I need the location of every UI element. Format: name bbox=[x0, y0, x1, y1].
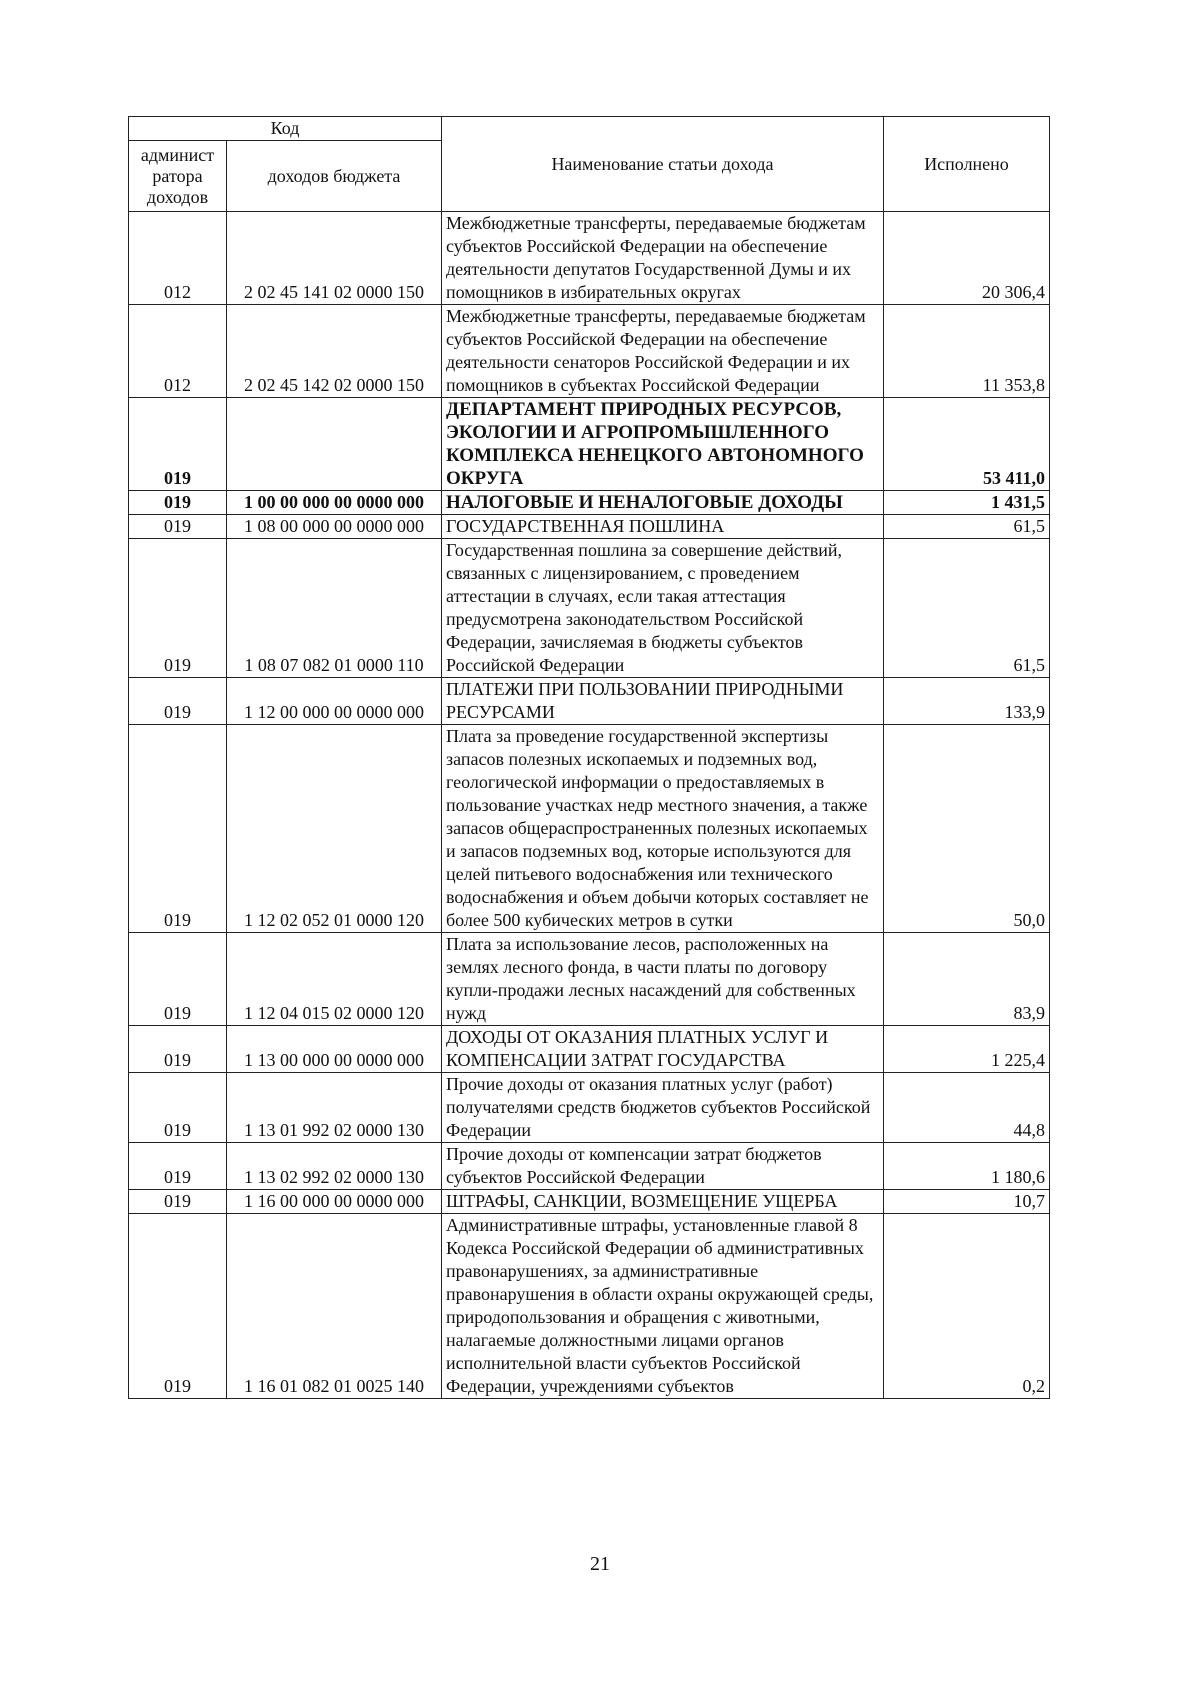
row-name: НАЛОГОВЫЕ И НЕНАЛОГОВЫЕ ДОХОДЫ bbox=[442, 491, 884, 515]
row-budget-code: 1 16 01 082 01 0025 140 bbox=[227, 1214, 442, 1399]
row-value: 61,5 bbox=[884, 539, 1050, 678]
row-budget-code: 2 02 45 142 02 0000 150 bbox=[227, 305, 442, 398]
row-admin-code: 019 bbox=[129, 1073, 227, 1143]
row-name: Межбюджетные трансферты, передаваемые бюджетам субъектов Российской Федерации на обеспечение деятельности сенаторов Российской Федерации и их помощников в субъектах Российской Федерации bbox=[442, 305, 884, 398]
table-row bbox=[129, 725, 1050, 933]
row-value: 83,9 bbox=[884, 933, 1050, 1026]
row-value: 1 431,5 bbox=[884, 491, 1050, 515]
row-name: ГОСУДАРСТВЕННАЯ ПОШЛИНА bbox=[442, 515, 884, 539]
table-row bbox=[129, 933, 1050, 1026]
table-row bbox=[129, 1190, 1050, 1214]
row-name: Межбюджетные трансферты, передаваемые бюджетам субъектов Российской Федерации на обеспечение деятельности депутатов Государственной Думы и их помощников в избирательных округах bbox=[442, 212, 884, 305]
row-budget-code: 1 08 00 000 00 0000 000 bbox=[227, 515, 442, 539]
table-row bbox=[129, 305, 1050, 398]
header-budget-code: доходов бюджета bbox=[227, 141, 442, 212]
row-budget-code: 1 13 02 992 02 0000 130 bbox=[227, 1143, 442, 1190]
row-name: ДОХОДЫ ОТ ОКАЗАНИЯ ПЛАТНЫХ УСЛУГ И КОМПЕНСАЦИИ ЗАТРАТ ГОСУДАРСТВА bbox=[442, 1026, 884, 1073]
row-budget-code: 1 16 00 000 00 0000 000 bbox=[227, 1190, 442, 1214]
table-row bbox=[129, 678, 1050, 725]
row-value: 10,7 bbox=[884, 1190, 1050, 1214]
row-admin-code: 019 bbox=[129, 491, 227, 515]
row-admin-code: 019 bbox=[129, 539, 227, 678]
row-budget-code: 1 13 00 000 00 0000 000 bbox=[227, 1026, 442, 1073]
table-row bbox=[129, 1214, 1050, 1399]
table-row bbox=[129, 491, 1050, 515]
row-value: 133,9 bbox=[884, 678, 1050, 725]
row-admin-code: 019 bbox=[129, 1190, 227, 1214]
row-budget-code: 1 12 00 000 00 0000 000 bbox=[227, 678, 442, 725]
row-value: 1 225,4 bbox=[884, 1026, 1050, 1073]
row-admin-code: 012 bbox=[129, 212, 227, 305]
table-body bbox=[129, 212, 1050, 1399]
row-name: Прочие доходы от оказания платных услуг (работ) получателями средств бюджетов субъектов Российской Федерации bbox=[442, 1073, 884, 1143]
row-admin-code: 019 bbox=[129, 1214, 227, 1399]
row-budget-code: 1 13 01 992 02 0000 130 bbox=[227, 1073, 442, 1143]
row-budget-code bbox=[227, 398, 442, 491]
row-name: Плата за использование лесов, расположенных на землях лесного фонда, в части платы по договору купли-продажи лесных насаждений для собственных нужд bbox=[442, 933, 884, 1026]
table-row bbox=[129, 515, 1050, 539]
table-row bbox=[129, 398, 1050, 491]
table-row bbox=[129, 1143, 1050, 1190]
row-value: 11 353,8 bbox=[884, 305, 1050, 398]
row-admin-code: 019 bbox=[129, 1143, 227, 1190]
table-row bbox=[129, 1026, 1050, 1073]
row-name: ПЛАТЕЖИ ПРИ ПОЛЬЗОВАНИИ ПРИРОДНЫМИ РЕСУРСАМИ bbox=[442, 678, 884, 725]
row-value: 61,5 bbox=[884, 515, 1050, 539]
row-admin-code: 019 bbox=[129, 398, 227, 491]
row-admin-code: 019 bbox=[129, 725, 227, 933]
row-admin-code: 019 bbox=[129, 678, 227, 725]
row-value: 53 411,0 bbox=[884, 398, 1050, 491]
row-name: ШТРАФЫ, САНКЦИИ, ВОЗМЕЩЕНИЕ УЩЕРБА bbox=[442, 1190, 884, 1214]
row-budget-code: 1 12 04 015 02 0000 120 bbox=[227, 933, 442, 1026]
row-name: ДЕПАРТАМЕНТ ПРИРОДНЫХ РЕСУРСОВ, ЭКОЛОГИИ И АГРОПРОМЫШЛЕННОГО КОМПЛЕКСА НЕНЕЦКОГО АВТОНОМНОГО ОКРУГА bbox=[442, 398, 884, 491]
row-value: 1 180,6 bbox=[884, 1143, 1050, 1190]
row-name: Административные штрафы, установленные главой 8 Кодекса Российской Федерации об административных правонарушениях, за административные правонарушения в области охраны окружающей среды, природопользования и обращения с животными, налагаемые должностными лицами органов исполнительной власти субъектов Российской Федерации, учреждениями субъектов bbox=[442, 1214, 884, 1399]
row-admin-code: 019 bbox=[129, 1026, 227, 1073]
row-name: Плата за проведение государственной экспертизы запасов полезных ископаемых и подземных вод, геологической информации о предоставляемых в пользование участках недр местного значения, а также запасов общераспространенных полезных ископаемых и запасов подземных вод, которые используются для целей питьевого водоснабжения или технического водоснабжения и объем добычи которых составляет не более 500 кубических метров в сутки bbox=[442, 725, 884, 933]
row-budget-code: 1 00 00 000 00 0000 000 bbox=[227, 491, 442, 515]
row-value: 20 306,4 bbox=[884, 212, 1050, 305]
row-value: 0,2 bbox=[884, 1214, 1050, 1399]
table-row bbox=[129, 1073, 1050, 1143]
row-budget-code: 1 08 07 082 01 0000 110 bbox=[227, 539, 442, 678]
row-budget-code: 2 02 45 141 02 0000 150 bbox=[227, 212, 442, 305]
header-name: Наименование статьи дохода bbox=[442, 117, 884, 212]
row-name: Государственная пошлина за совершение действий, связанных с лицензированием, с проведением аттестации в случаях, если такая аттестация предусмотрена законодательством Российской Федерации, зачисляемая в бюджеты субъектов Российской Федерации bbox=[442, 539, 884, 678]
row-admin-code: 012 bbox=[129, 305, 227, 398]
row-admin-code: 019 bbox=[129, 933, 227, 1026]
header-kod: Код bbox=[129, 117, 442, 141]
row-name: Прочие доходы от компенсации затрат бюджетов субъектов Российской Федерации bbox=[442, 1143, 884, 1190]
table-row bbox=[129, 212, 1050, 305]
row-admin-code: 019 bbox=[129, 515, 227, 539]
header-value: Исполнено bbox=[884, 117, 1050, 212]
revenue-table bbox=[128, 116, 1050, 1399]
page-number: 21 bbox=[590, 1553, 610, 1575]
row-budget-code: 1 12 02 052 01 0000 120 bbox=[227, 725, 442, 933]
row-value: 44,8 bbox=[884, 1073, 1050, 1143]
row-value: 50,0 bbox=[884, 725, 1050, 933]
table-row bbox=[129, 539, 1050, 678]
header-admin: админист ратора доходов bbox=[129, 141, 227, 212]
header-row bbox=[129, 117, 1050, 141]
